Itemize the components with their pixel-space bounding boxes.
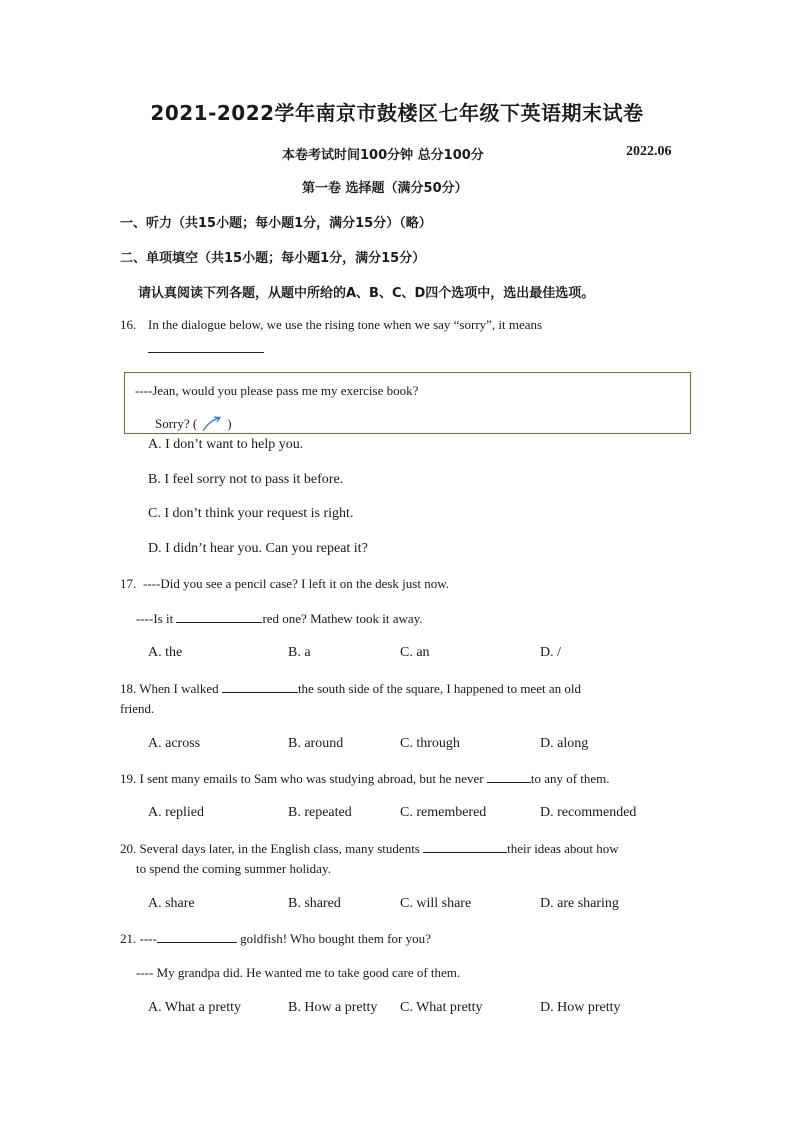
q18-blank <box>222 680 298 693</box>
q16-number: 16. <box>120 317 137 332</box>
page-title: 2021-2022学年南京市鼓楼区七年级下英语期末试卷 <box>150 101 644 125</box>
q18-option-c[interactable]: C. through <box>400 736 460 751</box>
q18-option-d[interactable]: D. along <box>540 736 589 751</box>
q20-option-a[interactable]: A. share <box>148 896 195 911</box>
q19-option-d[interactable]: D. recommended <box>540 805 637 820</box>
q16-blank <box>148 340 264 353</box>
q17-line-2-pre: ----Is it <box>136 611 174 626</box>
q17-line-1: ----Did you see a pencil case? I left it on the desk just now. <box>143 576 450 591</box>
q21-number: 21. <box>120 931 137 946</box>
q18-line-2: friend. <box>120 701 155 716</box>
q19-option-c[interactable]: C. remembered <box>400 805 487 820</box>
q17-number: 17. <box>120 576 137 591</box>
q20-number: 20. <box>120 841 137 856</box>
q18-option-a[interactable]: A. across <box>148 736 201 751</box>
q18-pre: When I walked <box>139 681 219 696</box>
q20-line-2: to spend the coming summer holiday. <box>136 861 331 876</box>
q16-option-c[interactable]: C. I don’t think your request is right. <box>148 506 354 521</box>
q16-option-d[interactable]: D. I didn’t hear you. Can you repeat it? <box>148 541 368 556</box>
q21-option-a[interactable]: A. What a pretty <box>148 1000 242 1015</box>
rising-tone-arrow-icon <box>201 415 223 433</box>
dialogue-close-paren: ) <box>227 416 232 431</box>
q19-option-b[interactable]: B. repeated <box>288 805 352 820</box>
q18-line-1 <box>120 680 581 697</box>
q17-option-c[interactable]: C. an <box>400 645 430 660</box>
q16-option-b[interactable]: B. I feel sorry not to pass it before. <box>148 472 344 487</box>
q18-post: the south side of the square, I happened to meet an old <box>297 681 581 696</box>
instruction: 请认真阅读下列各题，从题中所给的A、B、C、D四个选项中，选出最佳选项。 <box>138 286 595 301</box>
q20-line-1 <box>120 840 619 857</box>
q20-option-b[interactable]: B. shared <box>288 896 341 911</box>
q19-post: to any of them. <box>530 771 610 786</box>
q19-number: 19. <box>120 771 137 786</box>
section-one-heading: 一、听力（共15小题；每小题1分，满分15分）（略） <box>120 216 432 231</box>
q18-option-b[interactable]: B. around <box>288 736 344 751</box>
q20-blank <box>423 840 507 853</box>
q21-option-d[interactable]: D. How pretty <box>540 1000 621 1015</box>
q19-option-a[interactable]: A. replied <box>148 805 204 820</box>
q17-blank <box>176 610 262 623</box>
q21-option-c[interactable]: C. What pretty <box>400 1000 483 1015</box>
q21-blank <box>157 930 237 943</box>
q17-option-d[interactable]: D. / <box>540 645 561 660</box>
exam-info: 本卷考试时间100分钟 总分100分 <box>282 148 484 163</box>
q21-line-2: ---- My grandpa did. He wanted me to take good care of them. <box>136 965 461 980</box>
dialogue-line-2 <box>155 415 355 433</box>
q20-option-d[interactable]: D. are sharing <box>540 896 619 911</box>
q19-pre: I sent many emails to Sam who was studying abroad, but he never <box>139 771 484 786</box>
q17-line-2 <box>136 610 423 627</box>
q21-option-b[interactable]: B. How a pretty <box>288 1000 378 1015</box>
q17-option-b[interactable]: B. a <box>288 645 311 660</box>
dialogue-sorry: Sorry? ( <box>155 416 198 431</box>
q18-number: 18. <box>120 681 137 696</box>
q21-line-1 <box>120 930 431 947</box>
dialogue-box <box>124 372 691 434</box>
q20-post: their ideas about how <box>507 841 619 856</box>
q20-option-c[interactable]: C. will share <box>400 896 472 911</box>
q17-option-a[interactable]: A. the <box>148 645 183 660</box>
q16-option-a[interactable]: A. I don’t want to help you. <box>148 437 304 452</box>
q21-post: goldfish! Who bought them for you? <box>240 931 431 946</box>
exam-date: 2022.06 <box>626 144 672 159</box>
q16-text: In the dialogue below, we use the rising tone when we say “sorry”, it means <box>148 317 543 332</box>
q19-blank <box>487 770 531 783</box>
section-two-heading: 二、单项填空（共15小题；每小题1分，满分15分） <box>120 251 426 266</box>
q20-pre: Several days later, in the English class, many students <box>139 841 420 856</box>
dialogue-line-1: ----Jean, would you please pass me my exercise book? <box>135 383 419 398</box>
q17-line-2-post: red one? Mathew took it away. <box>262 611 423 626</box>
q19-line <box>120 770 610 787</box>
q21-pre: ---- <box>139 931 157 946</box>
part-one-heading: 第一卷 选择题（满分50分） <box>302 181 468 196</box>
